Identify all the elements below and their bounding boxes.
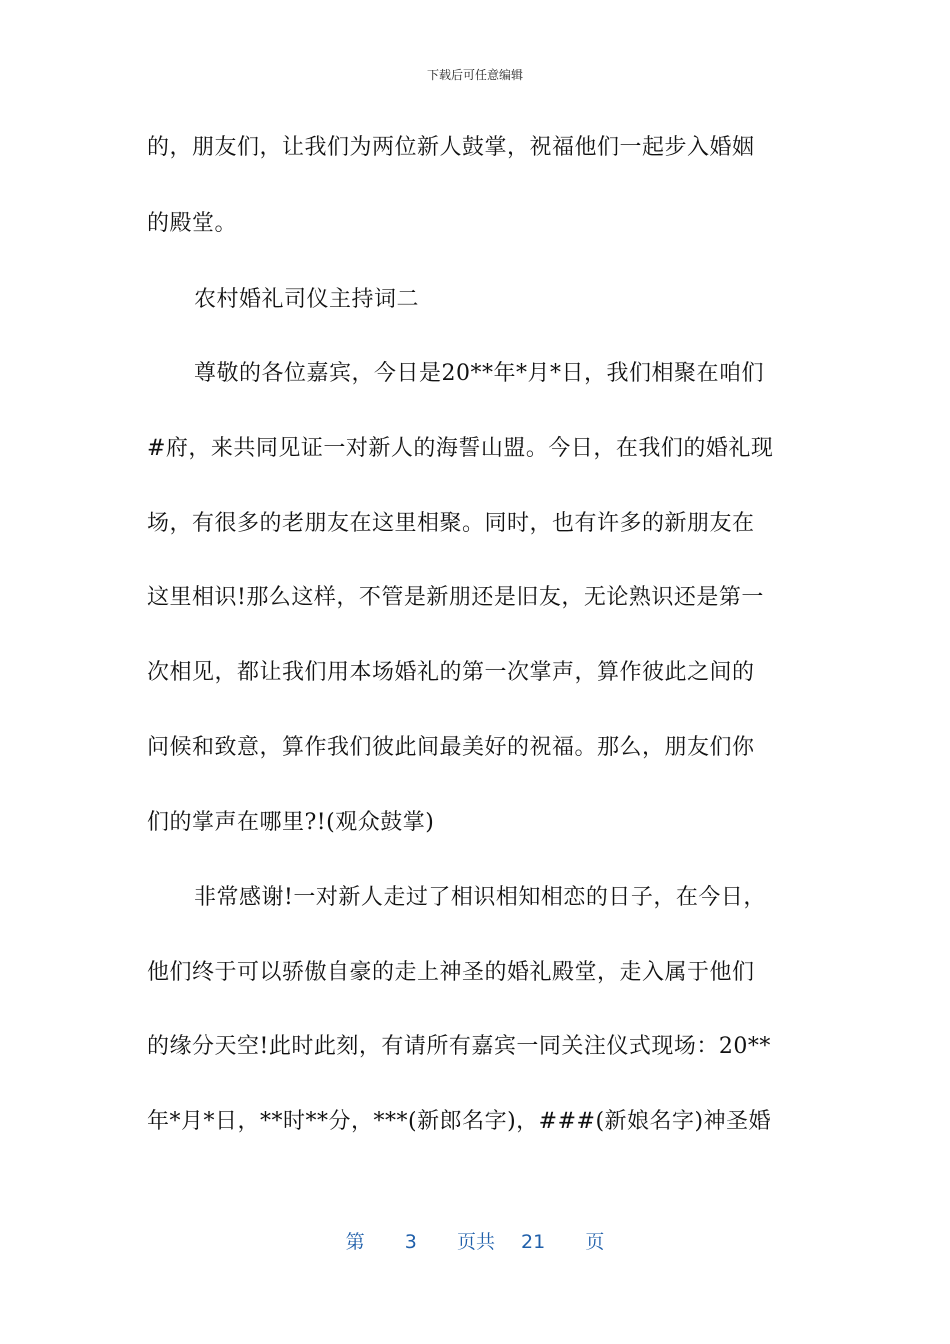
text-line: 们的掌声在哪里?!(观众鼓掌) [147, 810, 435, 835]
pages-label: 页 [585, 1231, 605, 1253]
text-line: 他们终于可以骄傲自豪的走上神圣的婚礼殿堂，走入属于他们 [147, 960, 755, 985]
section-heading: 农村婚礼司仪主持词二 [194, 287, 420, 312]
text-line: 这里相识!那么这样，不管是新朋还是旧友，无论熟识还是第一 [147, 585, 764, 610]
text-line: #府，来共同见证一对新人的海誓山盟。今日，在我们的婚礼现 [147, 436, 774, 461]
total-pages: 21 [521, 1231, 546, 1253]
page-label: 第 [345, 1231, 365, 1253]
text-line: 问候和致意，算作我们彼此间最美好的祝福。那么，朋友们你 [147, 735, 755, 760]
text-line: 非常感谢!一对新人走过了相识相知相恋的日子，在今日， [194, 885, 766, 910]
page-header: 下载后可任意编辑 [426, 68, 523, 82]
of-label: 页共 [456, 1231, 495, 1253]
text-line: 年*月*日，**时**分，***(新郎名字)，###(新娘名字)神圣婚 [147, 1109, 772, 1134]
text-line: 的殿堂。 [147, 211, 238, 236]
page-footer [0, 1227, 950, 1254]
text-line: 的缘分天空!此时此刻，有请所有嘉宾一同关注仪式现场：20** [147, 1034, 771, 1059]
page-number: 3 [404, 1231, 417, 1253]
text-line: 场，有很多的老朋友在这里相聚。同时，也有许多的新朋友在 [147, 511, 755, 536]
text-line: 次相见，都让我们用本场婚礼的第一次掌声，算作彼此之间的 [147, 660, 755, 685]
text-line: 尊敬的各位嘉宾，今日是20**年*月*日，我们相聚在咱们 [194, 361, 764, 386]
text-line: 的，朋友们，让我们为两位新人鼓掌，祝福他们一起步入婚姻 [147, 135, 755, 160]
